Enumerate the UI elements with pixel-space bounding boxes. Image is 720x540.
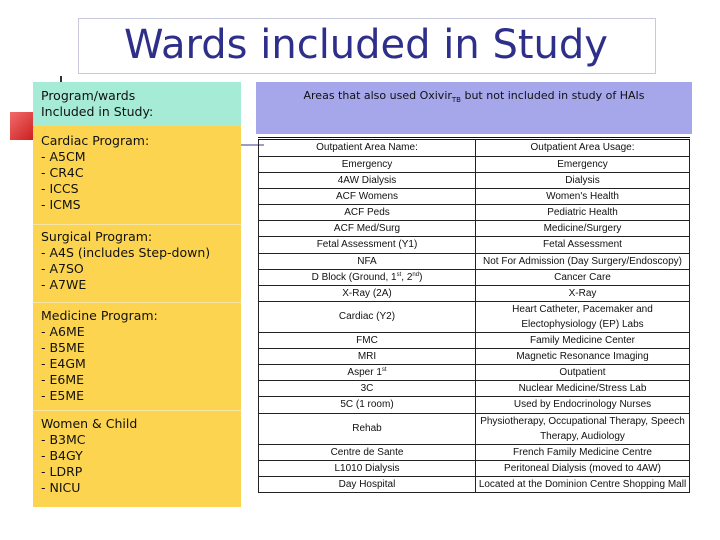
table-row [259,173,690,189]
ward-item: - LDRP [41,464,83,479]
area-usage-cell: X-Ray [476,285,690,301]
area-name-cell: Cardiac (Y2) [259,301,476,332]
program-women-child [41,416,137,496]
program-heading: Women & Child [41,416,138,431]
program-surgical [41,229,210,293]
section-divider [33,410,241,411]
area-name-cell: Fetal Assessment (Y1) [259,237,476,253]
program-heading: Surgical Program: [41,229,153,244]
area-name-cell: Centre de Sante [259,444,476,460]
area-usage-cell: Magnetic Resonance Imaging [476,349,690,365]
area-usage-cell: Pediatric Health [476,205,690,221]
area-usage-cell: Outpatient [476,365,690,381]
area-name-cell: L1010 Dialysis [259,460,476,476]
ward-item: - E6ME [41,372,85,387]
area-name-cell: ACF Peds [259,205,476,221]
table-row [259,269,690,285]
area-name-cell: Asper 1st [259,365,476,381]
ward-item: - NICU [41,480,81,495]
ward-item: - E4GM [41,356,86,371]
area-name-cell: Emergency [259,157,476,173]
area-usage-cell: Physiotherapy, Occupational Therapy, Speech Therapy, Audiology [476,413,690,444]
area-name-cell: 5C (1 room) [259,397,476,413]
page-title: Wards included in Study [124,22,608,68]
table-row [259,221,690,237]
ward-item: - A7SO [41,261,84,276]
column-header-area-name: Outpatient Area Name: [259,139,476,157]
ward-item: - B4GY [41,448,83,463]
ward-item: - CR4C [41,165,84,180]
area-name-cell: 3C [259,381,476,397]
table-row [259,413,690,444]
section-divider [33,224,241,225]
ward-item: - B3MC [41,432,86,447]
column-header-area-usage: Outpatient Area Usage: [476,139,690,157]
area-usage-cell: Family Medicine Center [476,333,690,349]
area-name-cell: X-Ray (2A) [259,285,476,301]
section-divider [33,302,241,303]
area-name-cell: 4AW Dialysis [259,173,476,189]
ward-item: - A5CM [41,149,86,164]
ward-item: - B5ME [41,340,85,355]
program-heading: Medicine Program: [41,308,158,323]
outpatient-header [256,82,692,134]
ward-item: - ICMS [41,197,81,212]
table-row [259,253,690,269]
table-header-row [259,139,690,157]
program-medicine [41,308,158,404]
ward-item: - A7WE [41,277,87,292]
area-name-cell: MRI [259,349,476,365]
area-usage-cell: Peritoneal Dialysis (moved to 4AW) [476,460,690,476]
area-usage-cell: Medicine/Surgery [476,221,690,237]
outpatient-header-subscript: TB [451,96,461,105]
area-name-cell: FMC [259,333,476,349]
table-row [259,397,690,413]
area-name-cell: Day Hospital [259,476,476,492]
outpatient-header-text: Areas that also used Oxivir [303,89,452,102]
area-usage-cell: Heart Catheter, Pacemaker and Electophysiology (EP) Labs [476,301,690,332]
outpatient-header-text: but not included in study of HAIs [460,89,645,102]
area-usage-cell: Nuclear Medicine/Stress Lab [476,381,690,397]
area-usage-cell: French Family Medicine Centre [476,444,690,460]
ward-item: - A6ME [41,324,85,339]
area-usage-cell: Cancer Care [476,269,690,285]
ward-item: - E5ME [41,388,85,403]
area-name-cell: D Block (Ground, 1st, 2nd) [259,269,476,285]
ward-item: - ICCS [41,181,79,196]
area-usage-cell: Not For Admission (Day Surgery/Endoscopy) [476,253,690,269]
area-usage-cell: Dialysis [476,173,690,189]
table-row [259,237,690,253]
table-row [259,476,690,492]
area-name-cell: NFA [259,253,476,269]
wards-header [33,82,241,126]
table-row [259,301,690,332]
table-row [259,333,690,349]
table-row [259,285,690,301]
table-row [259,157,690,173]
area-usage-cell: Women's Health [476,189,690,205]
wards-panel [33,126,241,507]
ward-item: - A4S (includes Step-down) [41,245,211,260]
table-row [259,460,690,476]
area-name-cell: ACF Womens [259,189,476,205]
area-usage-cell: Used by Endocrinology Nurses [476,397,690,413]
table-row [259,365,690,381]
program-heading: Cardiac Program: [41,133,150,148]
area-usage-cell: Located at the Dominion Centre Shopping Mall [476,476,690,492]
table-row [259,205,690,221]
area-usage-cell: Emergency [476,157,690,173]
wards-header-line: Included in Study: [41,104,154,119]
table-row [259,349,690,365]
wards-header-line: Program/wards [41,88,136,103]
table-row [259,381,690,397]
table-row [259,189,690,205]
program-cardiac [41,133,149,213]
area-name-cell: Rehab [259,413,476,444]
area-name-cell: ACF Med/Surg [259,221,476,237]
area-usage-cell: Fetal Assessment [476,237,690,253]
table-row [259,444,690,460]
outpatient-areas-table [258,137,690,493]
